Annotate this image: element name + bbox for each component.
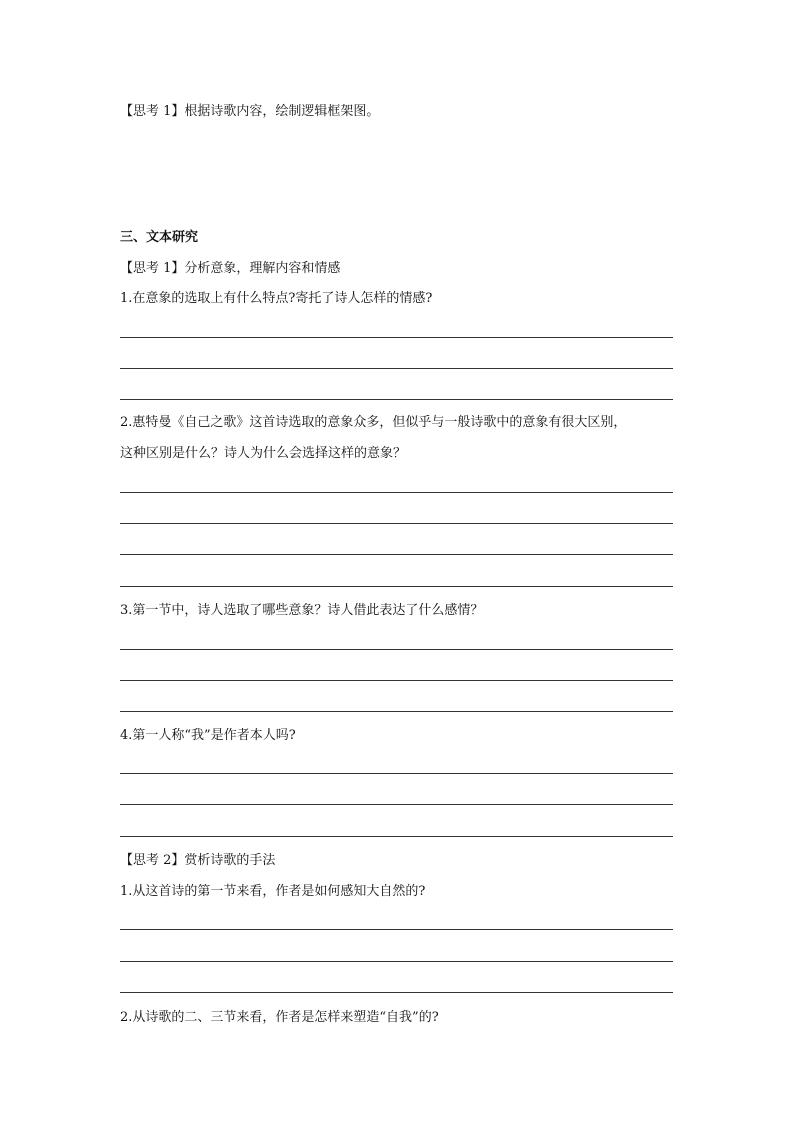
question-3: 3.第一节中，诗人选取了哪些意象？诗人借此表达了什么感情？ — [120, 603, 484, 618]
answer-line — [120, 992, 673, 993]
answer-line — [120, 711, 673, 712]
answer-line — [120, 929, 673, 930]
answer-line — [120, 492, 673, 493]
answer-line — [120, 586, 673, 587]
answer-line — [120, 836, 673, 837]
answer-line — [120, 649, 673, 650]
question-2-line-2: 这种区别是什么？诗人为什么会选择这样的意象？ — [120, 446, 407, 461]
think1-imagery-heading: 【思考 1】分析意象，理解内容和情感 — [120, 261, 341, 276]
question-1: 1.在意象的选取上有什么特点?寄托了诗人怎样的情感? — [120, 291, 433, 306]
answer-line — [120, 773, 673, 774]
think2-question-2: 2.从诗歌的二、三节来看，作者是怎样来塑造“自我”的? — [120, 1010, 439, 1025]
answer-line — [120, 961, 673, 962]
think1-draw-prompt: 【思考 1】根据诗歌内容，绘制逻辑框架图。 — [120, 104, 380, 119]
answer-line — [120, 368, 673, 369]
answer-line — [120, 523, 673, 524]
answer-line — [120, 554, 673, 555]
section-3-title: 三、文本研究 — [120, 230, 199, 245]
answer-line — [120, 337, 673, 338]
question-2-line-1: 2.惠特曼《自己之歌》这首诗选取的意象众多，但似乎与一般诗歌中的意象有很大区别， — [120, 415, 627, 430]
answer-line — [120, 399, 673, 400]
answer-line — [120, 804, 673, 805]
think2-heading: 【思考 2】赏析诗歌的手法 — [120, 853, 276, 868]
answer-line — [120, 680, 673, 681]
question-4: 4.第一人称“我”是作者本人吗? — [120, 728, 296, 743]
think2-question-1: 1.从这首诗的第一节来看，作者是如何感知大自然的? — [120, 884, 426, 899]
